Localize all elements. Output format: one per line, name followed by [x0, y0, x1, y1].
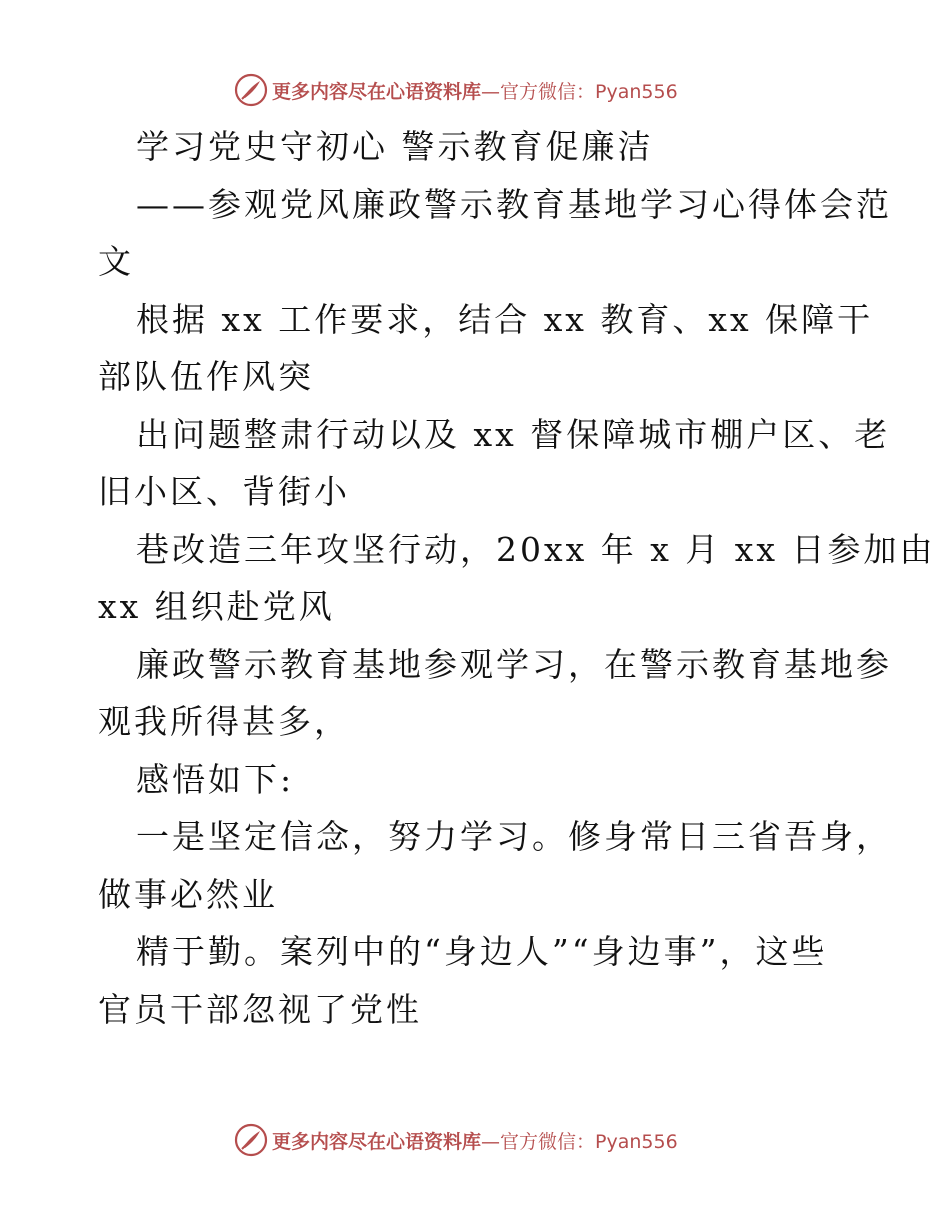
- footer-watermark: [234, 1120, 678, 1160]
- feather-pen-logo-icon: [234, 73, 268, 107]
- header-watermark: [234, 70, 678, 110]
- paragraph-line: xx 组织赴党风: [98, 587, 335, 626]
- paragraph-line: 做事必然业: [98, 874, 278, 914]
- paragraph-line: 根据 xx 工作要求，结合 xx 教育、xx 保障干: [136, 299, 874, 339]
- paragraph-line: 出问题整肃行动以及 xx 督保障城市棚户区、老: [136, 414, 891, 454]
- feather-pen-logo-icon: [234, 1123, 268, 1157]
- document-body: [98, 118, 936, 1038]
- paragraph-line: 一是坚定信念，努力学习。修身常日三省吾身，: [136, 817, 892, 856]
- watermark-text: 更多内容尽在心语资料库—官方微信：Pyan556: [272, 80, 678, 103]
- paragraph-line: 廉政警示教育基地参观学习，在警示教育基地参: [136, 644, 892, 684]
- paragraph-line: 精于勤。案列中的“身边人”“身边事”，这些: [136, 932, 828, 971]
- paragraph-line: 官员干部忽视了党性: [98, 989, 422, 1029]
- paragraph-line: 旧小区、背街小: [98, 472, 350, 511]
- paragraph-line: 巷改造三年攻坚行动，20xx 年 x 月 xx 日参加由: [136, 529, 936, 569]
- paragraph-line: 感悟如下:: [136, 759, 295, 799]
- document-subtitle: ——参观党风廉政警示教育基地学习心得体会范: [136, 184, 892, 224]
- watermark-text: 更多内容尽在心语资料库—官方微信：Pyan556: [272, 1130, 678, 1153]
- document-title: 学习党史守初心 警示教育促廉洁: [136, 127, 654, 166]
- paragraph-line: 观我所得甚多，: [98, 702, 350, 741]
- document-subtitle-continued: 文: [98, 242, 134, 281]
- paragraph-line: 部队伍作风突: [98, 357, 314, 396]
